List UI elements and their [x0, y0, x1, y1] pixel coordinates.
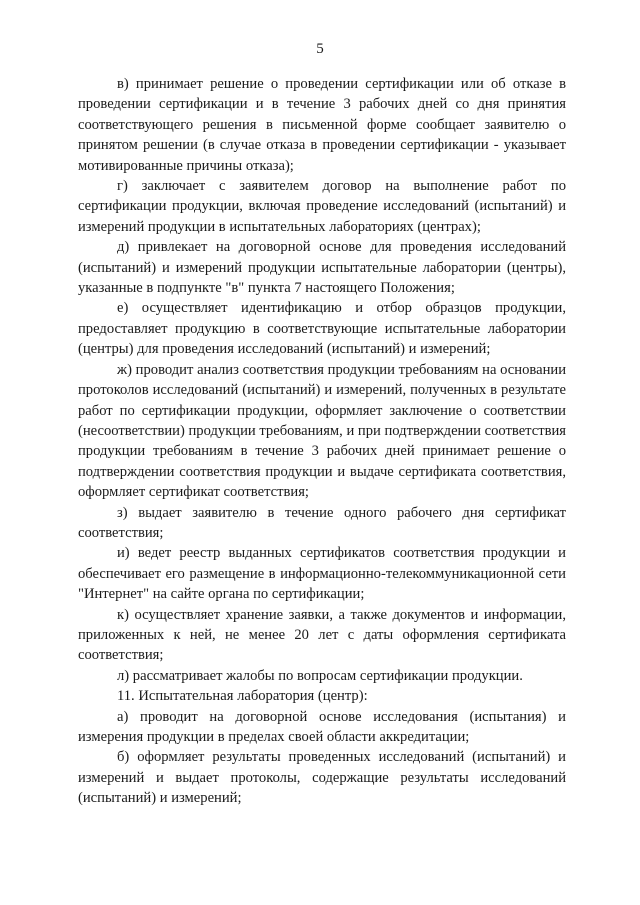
paragraph-z: з) выдает заявителю в течение одного рабочего дня сертификат соответствия; [78, 504, 566, 541]
paragraph-zh: ж) проводит анализ соответствия продукции требованиям на основании протоколов исследований (испытаний) и измерений, полученных в результате работ по сертификации продукции, оформляет заключение о соответствии (несоответствии) продукции требованиям, и при подтверждении соответствия продукции требованиям в течение 3 рабочих дней принимает решение о подтверждении соответствия продукции и выдаче сертификата соответствия, оформляет сертификат соответствия; [78, 361, 566, 501]
paragraph-11-b: б) оформляет результаты проведенных исследований (испытаний) и измерений и выдает протоколы, содержащие результаты исследований (испытаний) и измерений; [78, 749, 566, 807]
paragraph-i: и) ведет реестр выданных сертификатов соответствия продукции и обеспечивает его размещение в информационно-телекоммуникационной сети "Интернет" на сайте органа по сертификации; [78, 545, 566, 603]
paragraph-e: е) осуществляет идентификацию и отбор образцов продукции, предоставляет продукцию в соответствующие испытательные лаборатории (центры) для проведения исследований (испытаний) и измерений; [78, 300, 566, 358]
paragraph-11-a: а) проводит на договорной основе исследования (испытания) и измерения продукции в пределах своей области аккредитации; [78, 708, 566, 745]
paragraph-d: д) привлекает на договорной основе для проведения исследований (испытаний) и измерений продукции испытательные лаборатории (центры), указанные в подпункте "в" пункта 7 настоящего Положения; [78, 239, 566, 297]
paragraph-g: г) заключает с заявителем договор на выполнение работ по сертификации продукции, включая проведение исследований (испытаний) и измерений продукции в испытательных лабораториях (центрах); [78, 178, 566, 235]
paragraph-v: в) принимает решение о проведении сертификации или об отказе в проведении сертификации и в течение 3 рабочих дней со дня принятия соответствующего решения в письменной форме сообщает заявителю о принятом решении (в случае отказа в проведении сертификации - указывает мотивированные причины отказа); [78, 76, 566, 174]
section-11-heading: 11. Испытательная лаборатория (центр): [117, 688, 368, 705]
document-body [78, 74, 566, 809]
paragraph-l: л) рассматривает жалобы по вопросам сертификации продукции. [117, 667, 523, 684]
page-number: 5 [316, 41, 324, 57]
paragraph-k: к) осуществляет хранение заявки, а также документов и информации, приложенных к ней, не менее 20 лет с даты оформления сертификата соответствия; [78, 606, 566, 664]
